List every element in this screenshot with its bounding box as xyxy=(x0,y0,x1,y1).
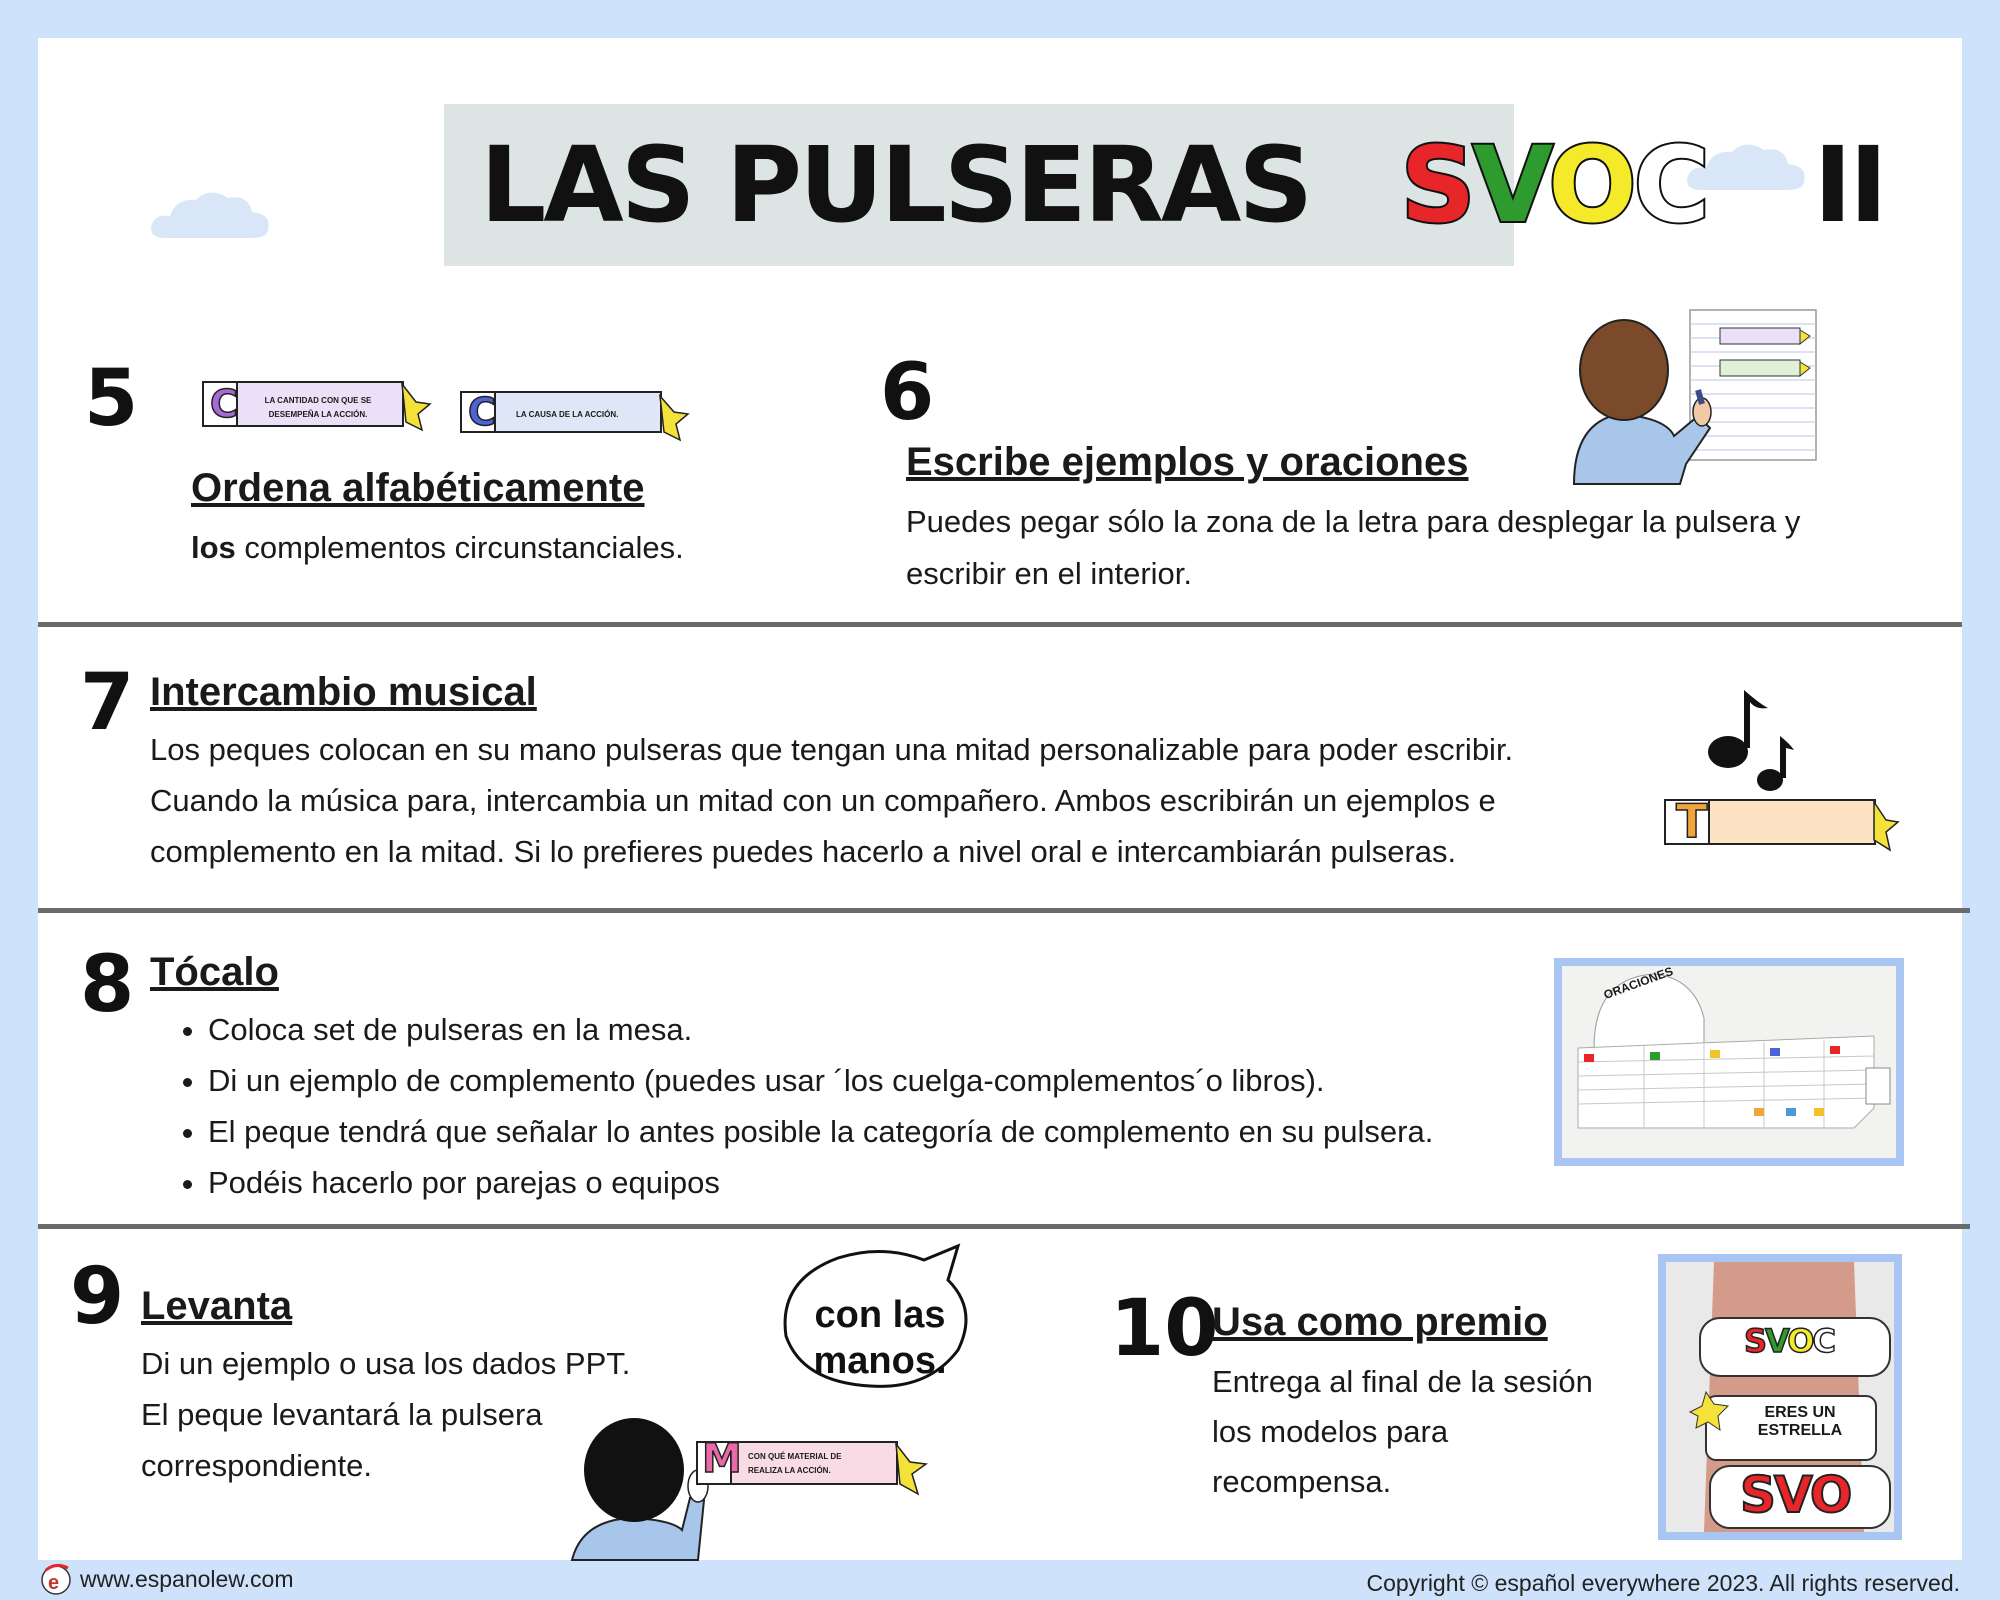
section-9-heading: Levanta xyxy=(141,1284,293,1328)
section-9-body-line1: Di un ejemplo o usa los dados PPT. xyxy=(141,1346,631,1381)
list-item: • Coloca set de pulseras en la mesa. xyxy=(208,1004,1433,1055)
section-7-body-line2: Cuando la música para, intercambia un mitad con un compañero. Ambos escribirán un ejemplos e xyxy=(150,783,1496,818)
section-divider-3 xyxy=(38,1224,1970,1229)
list-item: • Di un ejemplo de complemento (puedes usar ´los cuelga-complementos´o libros). xyxy=(208,1055,1433,1106)
section-5-heading: Ordena alfabéticamente xyxy=(191,466,645,510)
section-10-body-line2: los modelos para xyxy=(1212,1414,1449,1449)
bracelet-m-text: CON QUÉ MATERIAL DE REALIZA LA ACCIÓN. xyxy=(748,1452,842,1475)
title-suffix: II xyxy=(1813,124,1885,246)
title-letter-s: S xyxy=(1400,124,1473,246)
section-6-body-line1: Puedes pegar sólo la zona de la letra para desplegar la pulsera y xyxy=(906,504,1801,539)
title-prefix: LAS PULSERAS xyxy=(480,124,1311,246)
list-item: • Podéis hacerlo por parejas o equipos xyxy=(208,1157,1433,1208)
section-5-number: 5 xyxy=(84,354,139,444)
speech-bubble-text: con las manos. xyxy=(813,1294,947,1382)
bracelet-1-text: LA CANTIDAD CON QUE SE DESEMPEÑA LA ACCIÓN. xyxy=(264,396,372,419)
bracelet-letter-c-2: C xyxy=(468,390,496,434)
title-letter-v: V xyxy=(1472,124,1549,246)
section-10-number: 10 xyxy=(1110,1284,1219,1374)
footer-copyright: Copyright © español everywhere 2023. All rights reserved. xyxy=(1366,1570,1960,1596)
title-letter-c: C xyxy=(1633,124,1707,246)
section-7-body-line1: Los peques colocan en su mano pulseras que tengan una mitad personalizable para poder escribir. xyxy=(150,732,1514,767)
bracelet-letter-m: M xyxy=(702,1436,742,1482)
title-banner xyxy=(444,104,1885,266)
bracelet-2-text: LA CAUSA DE LA ACCIÓN. xyxy=(516,410,619,419)
bracelet-letter-t: T xyxy=(1676,794,1708,848)
logo-letter: e xyxy=(48,1572,60,1594)
section-7-heading: Intercambio musical xyxy=(150,670,537,714)
section-8-heading: Tócalo xyxy=(150,950,279,994)
section-6-body-line2: escribir en el interior. xyxy=(906,556,1193,591)
section-6-number: 6 xyxy=(880,348,935,438)
section-8-bullet-list xyxy=(168,1004,1433,1208)
title-letter-o: O xyxy=(1548,124,1634,246)
photo-label-oraciones: ORACIONES xyxy=(1601,963,1675,1003)
section-9-body-line2: El peque levantará la pulsera xyxy=(141,1397,543,1432)
section-5-body: los complementos circunstanciales. xyxy=(191,530,684,565)
section-8-number: 8 xyxy=(80,940,135,1030)
page-title xyxy=(480,122,1885,248)
cloud-icon-left xyxy=(148,186,274,242)
section-10-heading: Usa como premio xyxy=(1212,1300,1548,1344)
child-writing-illustration xyxy=(1570,304,1820,484)
photo-band-svoc: SVOC xyxy=(1744,1322,1834,1360)
list-item: • El peque tendrá que señalar lo antes posible la categoría de complemento en su pulsera. xyxy=(208,1106,1433,1157)
section-10-body-line1: Entrega al final de la sesión xyxy=(1212,1364,1593,1399)
section-divider-1 xyxy=(38,622,1962,627)
section-7-body-line3: complemento en la mitad. Si lo prefieres puedes hacerlo a nivel oral e intercambiarán pulseras. xyxy=(150,834,1457,869)
section-divider-2 xyxy=(38,908,1970,913)
photo-band-svo: SVO xyxy=(1740,1466,1851,1524)
music-note-icon xyxy=(1706,684,1798,794)
bracelet-letter-c-1: C xyxy=(210,382,238,426)
photo-band-star: ERES UN ESTRELLA xyxy=(1757,1404,1843,1439)
section-9-body-line3: correspondiente. xyxy=(141,1448,372,1483)
section-7-number: 7 xyxy=(80,658,135,748)
section-10-body-line3: recompensa. xyxy=(1212,1464,1392,1499)
section-6-heading: Escribe ejemplos y oraciones xyxy=(906,440,1469,484)
section-9-number: 9 xyxy=(70,1252,125,1342)
footer-website: www.espanolew.com xyxy=(80,1566,294,1592)
